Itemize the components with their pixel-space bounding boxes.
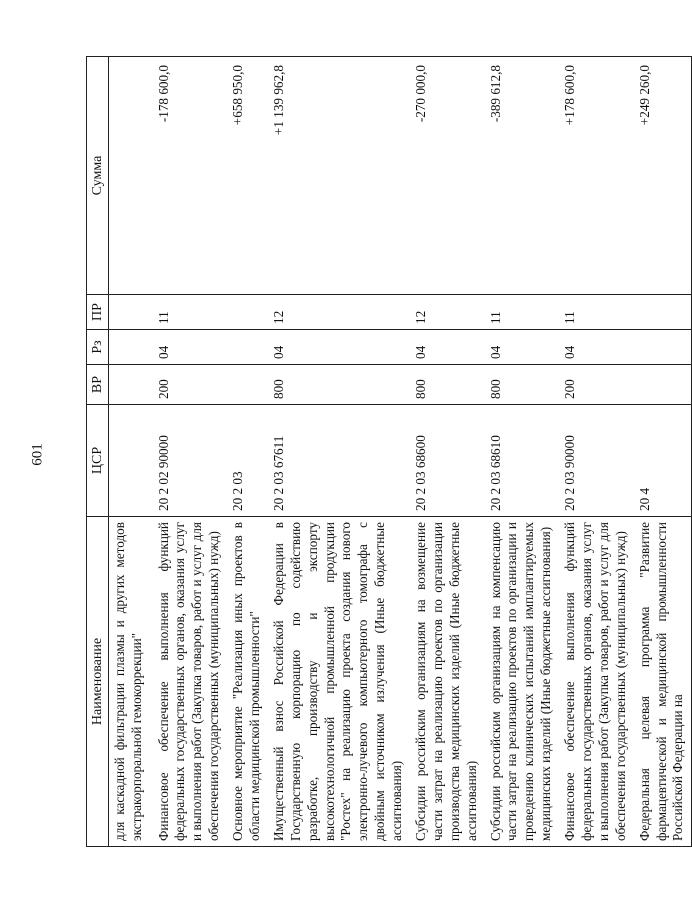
row-name: Основное мероприятие "Реализация иных проектов в области медицинской промышленности" xyxy=(227,517,268,847)
header-csr: ЦСР xyxy=(87,405,109,517)
row-pr: 11 xyxy=(153,295,228,330)
row-csr: 20 2 03 68610 xyxy=(485,405,560,517)
table-row xyxy=(153,57,228,847)
row-sum: +658 950,0 xyxy=(227,57,268,295)
row-vr: 800 xyxy=(410,365,485,405)
table-row xyxy=(410,57,485,847)
row-csr: 20 4 xyxy=(634,405,692,517)
row-sum xyxy=(109,57,153,295)
row-sum: -389 612,8 xyxy=(485,57,560,295)
row-sum: -270 000,0 xyxy=(410,57,485,295)
row-csr: 20 2 02 90000 xyxy=(153,405,228,517)
row-sum: +249 260,0 xyxy=(634,57,692,295)
table-row xyxy=(559,57,634,847)
row-pr xyxy=(227,295,268,330)
row-sum: +178 600,0 xyxy=(559,57,634,295)
header-vr: ВР xyxy=(87,365,109,405)
table-row xyxy=(268,57,410,847)
row-csr xyxy=(109,405,153,517)
row-name: для каскадной фильтрации плазмы и других методов экстракорпоральной гемокоррекции" xyxy=(109,517,153,847)
row-csr: 20 2 03 90000 xyxy=(559,405,634,517)
row-rz xyxy=(109,330,153,365)
table-row xyxy=(634,57,692,847)
row-vr xyxy=(634,365,692,405)
row-name: Федеральная целевая программа "Развитие фармацевтической и медицинской промышленности Российской Федерации на xyxy=(634,517,692,847)
budget-table xyxy=(86,56,692,847)
row-pr xyxy=(634,295,692,330)
row-vr: 200 xyxy=(153,365,228,405)
row-name: Имущественный взнос Российской Федерации в Государственную корпорацию по содействию разработке, производству и экспорту высокотехнологичной промышленной продукции "Ростех" на реализацию проекта создания нового электронно-лучевого компьютерного томографа с двойным источником излучения (Иные бюджетные ассигнования) xyxy=(268,517,410,847)
table-row xyxy=(227,57,268,847)
row-pr xyxy=(109,295,153,330)
row-name: Субсидии российским организациям на возмещение части затрат на реализацию проектов по организации производства медицинских изделий (Иные бюджетные ассигнования) xyxy=(410,517,485,847)
header-sum: Сумма xyxy=(87,57,109,295)
row-sum: -178 600,0 xyxy=(153,57,228,295)
row-name: Субсидии российским организациям на компенсацию части затрат на реализацию проектов по организации и проведению клинических испытаний имплантируемых медицинских изделий (Иные бюджетные ассигнования) xyxy=(485,517,560,847)
row-rz xyxy=(634,330,692,365)
row-vr: 200 xyxy=(559,365,634,405)
table-row xyxy=(109,57,153,847)
row-vr xyxy=(227,365,268,405)
row-rz: 04 xyxy=(559,330,634,365)
row-csr: 20 2 03 67611 xyxy=(268,405,410,517)
header-name: Наименование xyxy=(87,517,109,847)
row-vr xyxy=(109,365,153,405)
row-pr: 12 xyxy=(410,295,485,330)
row-pr: 11 xyxy=(559,295,634,330)
row-pr: 12 xyxy=(268,295,410,330)
rotated-page xyxy=(86,57,686,847)
header-rz: Рз xyxy=(87,330,109,365)
table-header-row xyxy=(87,57,109,847)
row-rz: 04 xyxy=(485,330,560,365)
row-rz: 04 xyxy=(268,330,410,365)
row-csr: 20 2 03 68600 xyxy=(410,405,485,517)
row-sum: +1 139 962,8 xyxy=(268,57,410,295)
row-rz: 04 xyxy=(410,330,485,365)
row-vr: 800 xyxy=(268,365,410,405)
row-vr: 800 xyxy=(485,365,560,405)
page-number: 601 xyxy=(29,443,46,466)
row-rz xyxy=(227,330,268,365)
row-csr: 20 2 03 xyxy=(227,405,268,517)
row-name: Финансовое обеспечение выполнения функций федеральных государственных органов, оказания услуг и выполнения работ (Закупка товаров, работ и услуг для обеспечения государственных (муниципальных) нужд) xyxy=(153,517,228,847)
table-row xyxy=(485,57,560,847)
row-pr: 11 xyxy=(485,295,560,330)
row-rz: 04 xyxy=(153,330,228,365)
header-pr: ПР xyxy=(87,295,109,330)
row-name: Финансовое обеспечение выполнения функций федеральных государственных органов, оказания услуг и выполнения работ (Закупка товаров, работ и услуг для обеспечения государственных (муниципальных) нужд) xyxy=(559,517,634,847)
